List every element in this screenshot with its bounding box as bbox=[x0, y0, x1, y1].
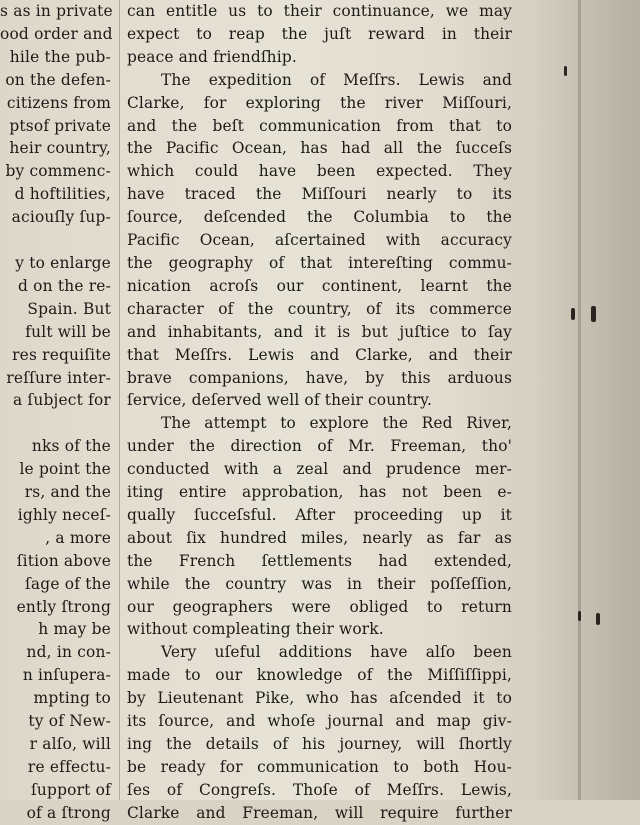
article-line: iting entire approbation, has not been e- bbox=[127, 483, 512, 502]
article-line: Clarke, for exploring the river Miſſouri, bbox=[127, 93, 512, 112]
left-column-line: ſage of the bbox=[25, 574, 111, 593]
left-column-line: hile the pub- bbox=[9, 47, 111, 66]
left-column-line: ty of New- bbox=[28, 712, 111, 731]
left-column-line: reſſure inter- bbox=[6, 368, 111, 387]
article-line: ſource, deſcended the Columbia to the bbox=[127, 208, 512, 227]
left-column-line: a ſubject for bbox=[12, 391, 111, 410]
left-column-line: y to enlarge bbox=[15, 253, 111, 272]
left-column-line: ood order and bbox=[0, 24, 113, 43]
left-column-line: mpting to bbox=[33, 689, 111, 708]
left-column-line: le point the bbox=[19, 460, 111, 479]
ink-mark bbox=[578, 611, 581, 621]
article-line: its ſource, and whoſe journal and map giv- bbox=[127, 712, 512, 731]
article-line: while the country was in their poſſeſſion, bbox=[127, 574, 512, 593]
left-column-line: res requiſite bbox=[12, 345, 111, 364]
article-line: which could have been expected. They bbox=[127, 162, 512, 181]
article-line: can entitle us to their continuance, we may bbox=[127, 2, 512, 20]
left-column-line: nd, in con- bbox=[26, 643, 111, 662]
left-column-line: , a more bbox=[45, 528, 111, 547]
left-column-line: ſupport of bbox=[31, 780, 111, 799]
article-line: that Meſſrs. Lewis and Clarke, and their bbox=[127, 345, 512, 364]
article-line: Pacific Ocean, aſcertained with accuracy bbox=[127, 231, 512, 250]
left-column-line: r alſo, will bbox=[29, 735, 111, 753]
left-column-line: nks of the bbox=[31, 437, 111, 456]
left-column-line: n inſupera- bbox=[22, 666, 111, 685]
left-column-line: d hoftilities, bbox=[14, 185, 111, 204]
article-line: and inhabitants, and it is but juſtice to ſay bbox=[127, 322, 512, 341]
article-line: Very uſeful additions have alſo been bbox=[161, 643, 512, 662]
ink-mark bbox=[596, 613, 600, 625]
left-column-line: of a ſtrong bbox=[26, 803, 111, 822]
page-fold-line bbox=[578, 0, 581, 800]
article-line: The attempt to explore the Red River, bbox=[161, 414, 512, 433]
left-column-line: ighly neceſ- bbox=[17, 505, 111, 524]
left-column-line: re effectu- bbox=[27, 757, 111, 776]
left-column-line: d on the re- bbox=[18, 276, 111, 295]
left-column-line: fult will be bbox=[25, 322, 111, 341]
article-line: conducted with a zeal and prudence mer- bbox=[127, 460, 512, 479]
left-column-line: ently ſtrong bbox=[16, 597, 111, 616]
left-column-line: ptsof private bbox=[9, 116, 111, 135]
main-column-article bbox=[127, 0, 512, 825]
left-column bbox=[0, 0, 111, 825]
article-line: Clarke and Freeman, will require further bbox=[127, 803, 512, 822]
article-line: peace and friendſhip. bbox=[127, 47, 297, 66]
left-column-line: s as in private bbox=[0, 2, 113, 20]
article-line: about ſix hundred miles, nearly as far as bbox=[127, 528, 512, 547]
article-line: the French ſettlements had extended, bbox=[127, 551, 512, 570]
article-line: and the beſt communication from that to bbox=[127, 116, 512, 135]
left-column-line: h may be bbox=[38, 620, 111, 639]
ink-mark bbox=[564, 66, 567, 76]
left-column-line: ſition above bbox=[16, 551, 111, 570]
left-column-line: on the defen- bbox=[5, 70, 111, 89]
article-line: our geographers were obliged to return bbox=[127, 597, 512, 616]
article-line: qually ſucceſsful. After proceeding up it bbox=[127, 505, 512, 524]
column-rule bbox=[119, 0, 120, 800]
left-column-line: citizens from bbox=[6, 93, 111, 112]
article-line: character of the country, of its commerce bbox=[127, 299, 512, 318]
ink-mark bbox=[571, 308, 575, 320]
article-line: by Lieutenant Pike, who has aſcended it to bbox=[127, 689, 512, 708]
left-column-line: rs, and the bbox=[24, 483, 111, 502]
page-gutter bbox=[535, 0, 640, 800]
left-column-line bbox=[0, 229, 111, 252]
article-line: without compleating their work. bbox=[127, 620, 384, 639]
ink-mark bbox=[591, 306, 596, 322]
article-line: the Pacific Ocean, has had all the ſucceſs bbox=[127, 139, 512, 158]
article-line: ſervice, deſerved well of their country. bbox=[127, 391, 433, 410]
article-line: have traced the Miſſouri nearly to its bbox=[127, 185, 512, 204]
left-column-line: heir country, bbox=[9, 139, 111, 158]
left-column-line: aciouſly ſup- bbox=[11, 208, 111, 227]
article-line: under the direction of Mr. Freeman, tho' bbox=[127, 437, 512, 456]
article-line: brave companions, have, by this arduous bbox=[127, 368, 512, 387]
left-column-line: Spain. But bbox=[27, 299, 111, 318]
article-line: made to our knowledge of the Miſſiſſippi, bbox=[127, 666, 512, 685]
article-line: be ready for communication to both Hou- bbox=[127, 757, 512, 776]
article-line: ſes of Congreſs. Thoſe of Meſſrs. Lewis, bbox=[127, 780, 512, 799]
left-column-line: by commenc- bbox=[5, 162, 111, 181]
article-line: nication acroſs our continent, learnt the bbox=[127, 276, 512, 295]
left-column-line bbox=[0, 412, 111, 435]
article-line: the geography of that intereſting commu- bbox=[127, 253, 512, 272]
article-line: ing the details of his journey, will ſhortly bbox=[127, 735, 512, 753]
article-line: expect to reap the juſt reward in their bbox=[127, 24, 512, 43]
article-line: The expedition of Meſſrs. Lewis and bbox=[161, 70, 512, 89]
